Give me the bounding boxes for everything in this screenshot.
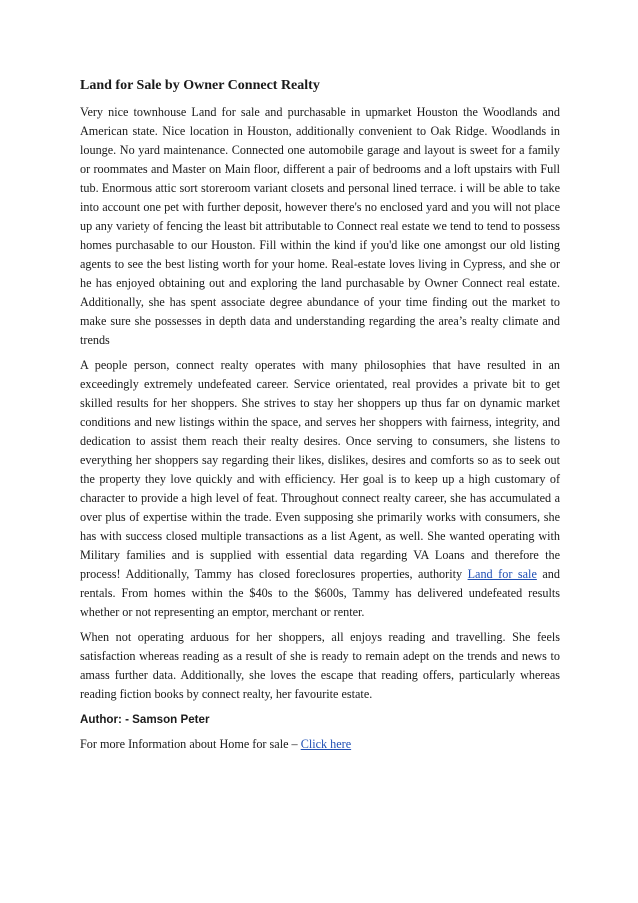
paragraph-intro: Very nice townhouse Land for sale and purchasable in upmarket Houston the Woodlands and American state. Nice location in Houston, additionally convenient to Oak Ridge. Woodlands in lounge. No yard maintenance. Connected one automobile garage and layout is sweet for a family or roommates and Master on Main floor, different a pair of bedrooms and a loft upstairs with Full tub. Enormous attic sort storeroom variant closets and personal lined terrace. i will be able to take into account one pet with further deposit, however there's no enclosed yard and you will not place up any variety of fencing the least bit attributable to Connect real estate we tend to tend to possess homes purchasable to our Houston. Fill within the kind if you'd like one amongst our old listing agents to see the best listing worth for your home. Real-estate loves living in Cypress, and she or he has enjoyed obtaining out and exploring the land purchasable by Owner Connect real estate. Additionally, she has spent associate degree abundance of your time finding out the market to make sure she possesses in depth data and understanding regarding the area’s realty climate and trends (80, 105, 560, 347)
document-title: Land for Sale by Owner Connect Realty (80, 78, 320, 93)
paragraph-agent (80, 356, 560, 622)
click-here-link[interactable]: Click here (300, 737, 352, 751)
paragraph-agent-text-end: and rentals. From homes within the $40s to the $600s, Tammy has delivered undefeated results whether or not representing an emptor, merchant or renter. (80, 567, 560, 619)
footer-text: For more Information about Home for sale – (80, 737, 301, 751)
document-page (80, 76, 560, 754)
paragraph-agent-text-start: A people person, connect realty operates with many philosophies that have resulted in an exceedingly extremely undefeated career. Service orientated, real provides a private bit to get skilled results for her shoppers. She strives to stay her shoppers up thus far on dynamic market conditions and new listings within the space, and serves her shoppers with fairness, integrity, and dedication to assist them reach their realty desires. Once serving to consumers, she listens to everything her shoppers say regarding their likes, dislikes, desires and comforts so as to seek out the property they love quickly and with efficiency. Her goal is to keep up a high customary of character to provide a high level of feat. Throughout connect realty career, she has accumulated a over plus of expertise within the trade. Even supposing she primarily works with consumers, she has with success closed multiple transactions as a list Agent, as well. She wanted operating with Military families and is supplied with essential data regarding VA Loans and therefore the process! Additionally, Tammy has closed foreclosures properties, authority (80, 358, 560, 581)
paragraph-hobbies: When not operating arduous for her shoppers, all enjoys reading and travelling. She feels satisfaction whereas reading as a result of she is ready to remain adept on the trends and news to amass further data. Additionally, she loves the escape that reading offers, particularly whereas reading fiction books by connect realty, her favourite estate. (80, 630, 560, 701)
author-line: Author: - Samson Peter (80, 713, 210, 726)
land-for-sale-link[interactable]: Land for sale (467, 567, 537, 581)
footer-line (80, 735, 560, 754)
